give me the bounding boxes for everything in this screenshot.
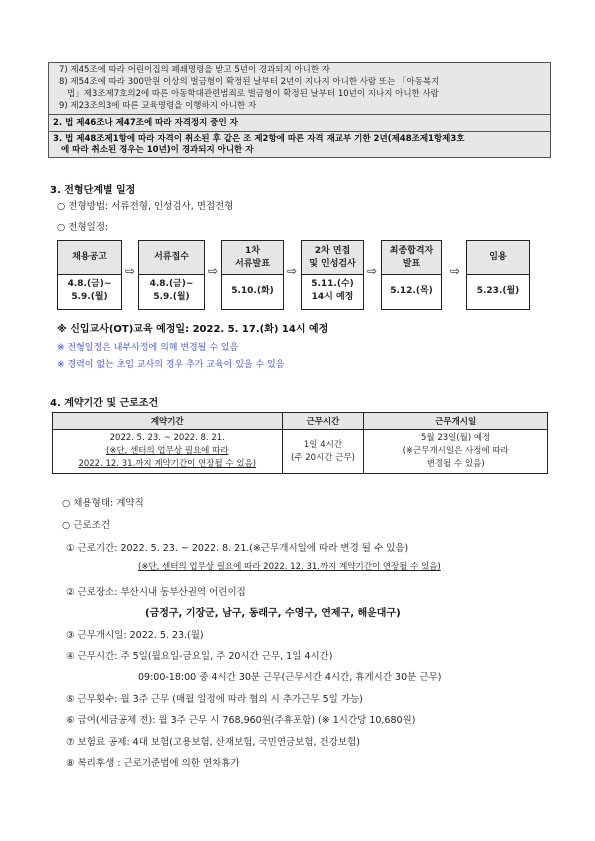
step-date bbox=[302, 273, 363, 309]
start-note-cont: 변경될 수 있음) bbox=[426, 459, 485, 469]
step-date bbox=[139, 273, 204, 309]
step-date-end: 5.9.(월) bbox=[71, 292, 108, 302]
step-title: 채용공고 bbox=[58, 241, 121, 275]
section-3-title: 3. 전형단계별 일정 bbox=[50, 185, 136, 196]
conditions-label: ○ 근로조건 bbox=[62, 520, 111, 531]
step-date bbox=[58, 273, 121, 309]
start-note: (※근무개시일은 사정에 따라 bbox=[402, 446, 509, 456]
condition-salary: ⑥ 급여(세금공제 전): 월 3주 근무 시 768,960원(주휴포함) (※ 1시간당 10,680원) bbox=[66, 715, 416, 726]
table-header: 근무개시일 bbox=[364, 413, 548, 430]
method-line: ○ 전형방법: 서류전형, 인성검사, 면접전형 bbox=[57, 201, 234, 212]
step-title-line: 발표 bbox=[402, 258, 421, 269]
start-date-cell bbox=[364, 430, 548, 474]
schedule-note: ※ 전형일정은 내부사정에 의해 변경될 수 있음 bbox=[57, 343, 239, 353]
disq-item-9: 9) 제23조의3에 따른 교육명령을 이행하지 아니한 자 bbox=[59, 101, 257, 111]
table-header: 근무시간 bbox=[282, 413, 364, 430]
disq-item-8-cont: 법」제3조제7호의2에 따른 아동학대관련범죄로 벌금형이 확정된 날부터 10년이 지나지 아니한 사람 bbox=[67, 89, 439, 99]
step-title-line: 및 인성검사 bbox=[309, 258, 356, 269]
step-title-line: 1차 bbox=[245, 245, 260, 256]
step-title bbox=[382, 241, 441, 275]
divider bbox=[49, 131, 550, 132]
step-date: 5.23.(월) bbox=[476, 285, 520, 296]
schedule-label: ○ 전형일정: bbox=[57, 222, 109, 233]
step-title: 임용 bbox=[467, 241, 529, 275]
start-text: 5월 23일(월) 예정 bbox=[421, 433, 491, 443]
employment-type: ○ 채용형태: 계약직 bbox=[62, 498, 144, 509]
condition-place: ② 근로장소: 부산시내 동부산권역 어린이집 bbox=[66, 587, 246, 598]
ot-notice: ※ 신입교사(OT)교육 예정일: 2022. 5. 17.(화) 14시 예정 bbox=[57, 324, 329, 335]
arrow-icon: ⇨ bbox=[450, 264, 461, 278]
step-date: 5.10.(화) bbox=[231, 285, 274, 296]
arrow-icon: ⇨ bbox=[287, 264, 298, 278]
step-title: 서류접수 bbox=[139, 241, 204, 275]
step-first-result bbox=[221, 240, 284, 310]
condition-period-note: (※단, 센터의 업무상 필요에 따라 2022. 12. 31.까지 계약기간이 연장될 수 있음) bbox=[138, 562, 441, 572]
step-title-line: 최종합격자 bbox=[389, 245, 434, 256]
condition-hours: ④ 근무시간: 주 5일(월요일-금요일, 주 20시간 근무, 1일 4시간) bbox=[66, 651, 333, 662]
period-text: 2022. 5. 23. ~ 2022. 8. 21. bbox=[109, 433, 225, 443]
condition-insurance: ⑦ 보험료 공제: 4대 보험(고용보험, 산재보험, 국민연금보험, 건강보험) bbox=[66, 737, 360, 748]
table-header-row bbox=[53, 413, 548, 430]
step-posting bbox=[57, 240, 122, 310]
training-note: ※ 경력이 없는 초임 교사의 경우 추가 교육이 있을 수 있음 bbox=[57, 360, 285, 370]
arrow-icon: ⇨ bbox=[367, 264, 378, 278]
condition-hours-detail: 09:00-18:00 중 4시간 30분 근무(근무시간 4시간, 휴게시간 30분 근무) bbox=[138, 672, 442, 683]
section-4-title: 4. 계약기간 및 근로조건 bbox=[50, 398, 159, 409]
step-date: 5.12.(목) bbox=[390, 285, 433, 296]
disqualification-box bbox=[48, 62, 551, 158]
contract-period-cell bbox=[53, 430, 283, 474]
step-date-start: 4.8.(금)~ bbox=[67, 279, 112, 289]
period-note-cont: 2022. 12. 31.까지 계약기간이 연장될 수 있음) bbox=[78, 459, 257, 469]
contract-table bbox=[52, 412, 548, 474]
step-date-start: 5.11.(수) bbox=[311, 279, 354, 289]
step-title-line: 2차 면접 bbox=[314, 245, 351, 256]
hours-note: (주 20시간 근무) bbox=[290, 452, 355, 463]
step-date-end: 5.9.(월) bbox=[153, 292, 190, 302]
arrow-icon: ⇨ bbox=[125, 264, 136, 278]
hours-text: 1일 4시간 bbox=[303, 439, 343, 450]
step-time: 14시 예정 bbox=[311, 292, 354, 302]
disq-law-3-cont: 에 따라 취소된 경우는 10년)이 경과되지 아니한 자 bbox=[61, 145, 254, 155]
disq-law-2: 2. 법 제46조나 제47조에 따라 자격정지 중인 자 bbox=[53, 118, 238, 128]
condition-place-areas: (금정구, 기장군, 남구, 동래구, 수영구, 연제구, 해운대구) bbox=[145, 608, 401, 619]
condition-welfare: ⑧ 복리후생 : 근로기준법에 의한 연차휴가 bbox=[66, 758, 240, 769]
table-row bbox=[53, 430, 548, 474]
step-date-start: 4.8.(금)~ bbox=[149, 279, 194, 289]
disq-item-7: 7) 제45조에 따라 어린이집의 폐쇄명령을 받고 5년이 경과되지 아니한 자 bbox=[59, 65, 330, 75]
table-header: 계약기간 bbox=[53, 413, 283, 430]
step-appointment bbox=[466, 240, 530, 310]
work-hours-cell bbox=[282, 430, 364, 474]
period-note: (※단, 센터의 업무상 필요에 따라 bbox=[106, 446, 229, 456]
step-final-result bbox=[381, 240, 442, 310]
condition-period: ① 근로기간: 2022. 5. 23. ~ 2022. 8. 21.(※근무개시일에 따라 변경 될 수 있음) bbox=[66, 543, 409, 554]
disq-law-3: 3. 법 제48조제1항에 따라 자격이 취소된 후 같은 조 제2항에 따른 자격 재교부 기한 2년(제48조제1항제3호 bbox=[53, 134, 465, 144]
divider bbox=[49, 114, 550, 115]
step-title bbox=[302, 241, 363, 275]
condition-frequency: ⑤ 근무횟수: 월 3주 근무 (매월 일정에 따라 협의 시 추가근무 5일 가능) bbox=[66, 694, 363, 705]
condition-start-date: ③ 근무개시일: 2022. 5. 23.(월) bbox=[66, 630, 204, 641]
step-title bbox=[222, 241, 283, 275]
step-interview bbox=[301, 240, 364, 310]
disq-item-8: 8) 제54조에 따라 300만원 이상의 벌금형이 확정된 날부터 2년이 지나지 아니한 사람 또는 「아동복지 bbox=[59, 77, 440, 87]
arrow-icon: ⇨ bbox=[208, 264, 219, 278]
step-document-receipt bbox=[138, 240, 205, 310]
step-title-line: 서류발표 bbox=[235, 258, 270, 269]
